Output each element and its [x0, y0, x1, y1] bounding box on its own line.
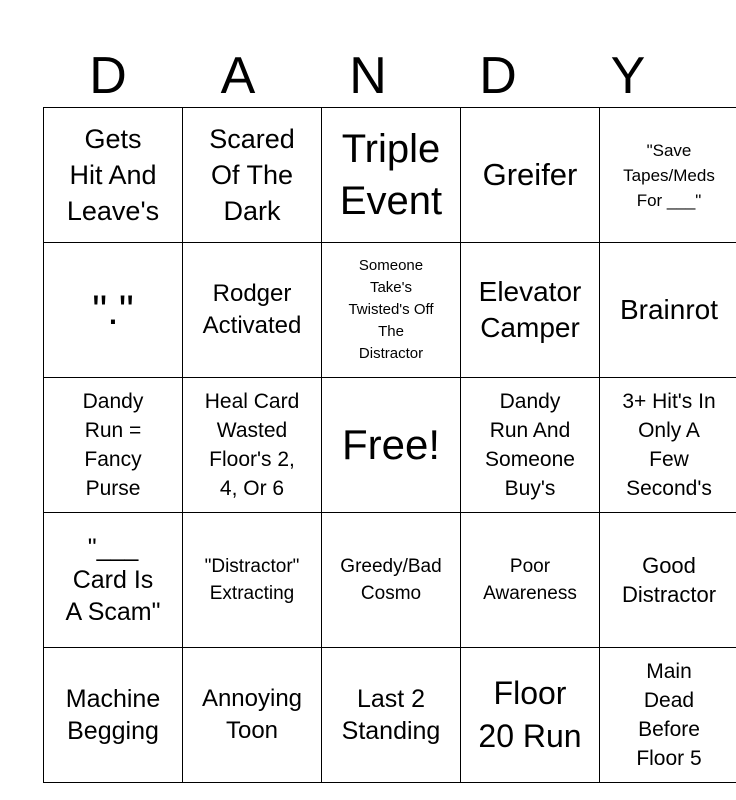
header-letter-y: Y: [610, 47, 646, 105]
cell-label: "___ Card Is A Scam": [65, 534, 161, 626]
bingo-cell[interactable]: [183, 243, 322, 378]
cell-label: Machine Begging: [65, 685, 161, 745]
bingo-cell[interactable]: [322, 243, 461, 378]
cell-label: Greifer: [482, 157, 578, 192]
bingo-board: [43, 107, 736, 783]
header-letter-d: D: [89, 47, 127, 105]
cell-label: Last 2 Standing: [341, 685, 441, 745]
bingo-cell[interactable]: [461, 648, 600, 783]
bingo-cell[interactable]: [322, 513, 461, 648]
cell-label: Annoying Toon: [201, 685, 303, 744]
bingo-cell[interactable]: [600, 378, 736, 513]
bingo-cell[interactable]: [461, 243, 600, 378]
header-letter-d2: D: [479, 47, 517, 105]
bingo-cell[interactable]: [600, 648, 736, 783]
cell-label: Rodger Activated: [202, 280, 302, 339]
bingo-cell[interactable]: [183, 108, 322, 243]
bingo-cell[interactable]: [600, 513, 736, 648]
bingo-cell[interactable]: [44, 378, 183, 513]
bingo-cell[interactable]: [44, 513, 183, 648]
cell-label: Dandy Run And Someone Buy's: [485, 390, 575, 500]
cell-label: Poor Awareness: [483, 556, 577, 604]
board-row: [44, 378, 736, 513]
board-row: [44, 243, 736, 378]
bingo-cell[interactable]: [461, 378, 600, 513]
cell-label: Scared Of The Dark: [209, 124, 295, 226]
free-space-cell[interactable]: [322, 378, 461, 513]
bingo-cell[interactable]: [600, 243, 736, 378]
bingo-cell[interactable]: [44, 243, 183, 378]
header-letter-n: N: [349, 47, 387, 105]
bingo-cell[interactable]: [600, 108, 736, 243]
bingo-cell[interactable]: [183, 648, 322, 783]
bingo-cell[interactable]: [44, 108, 183, 243]
bingo-cell[interactable]: [183, 513, 322, 648]
cell-label: ".": [92, 286, 134, 333]
cell-label: Dandy Run = Fancy Purse: [82, 390, 144, 500]
cell-label: Main Dead Before Floor 5: [636, 660, 702, 770]
cell-label: "Save Tapes/Meds For ___": [623, 140, 715, 210]
cell-label: Triple Event: [339, 127, 443, 223]
cell-label: Greedy/Bad Cosmo: [340, 556, 442, 604]
cell-label: 3+ Hit's In Only A Few Second's: [622, 390, 716, 500]
cell-label: Gets Hit And Leave's: [66, 124, 160, 226]
bingo-header: [43, 44, 693, 108]
cell-label: Elevator Camper: [478, 276, 582, 343]
cell-label: Someone Take's Twisted's Off The Distractor: [348, 257, 434, 362]
free-space-label: Free!: [341, 421, 441, 468]
bingo-cell[interactable]: [461, 108, 600, 243]
bingo-cell[interactable]: [461, 513, 600, 648]
header-letter-a: A: [220, 47, 256, 105]
cell-label: Floor 20 Run: [478, 675, 582, 754]
bingo-cell[interactable]: [183, 378, 322, 513]
cell-label: Heal Card Wasted Floor's 2, 4, Or 6: [204, 390, 300, 500]
cell-label: Good Distractor: [621, 553, 717, 607]
cell-label: "Distractor" Extracting: [204, 556, 300, 604]
board-row: [44, 108, 736, 243]
bingo-cell[interactable]: [322, 648, 461, 783]
board-row: [44, 513, 736, 648]
bingo-cell[interactable]: [44, 648, 183, 783]
cell-label: Brainrot: [619, 294, 719, 325]
bingo-cell[interactable]: [322, 108, 461, 243]
board-row: [44, 648, 736, 783]
